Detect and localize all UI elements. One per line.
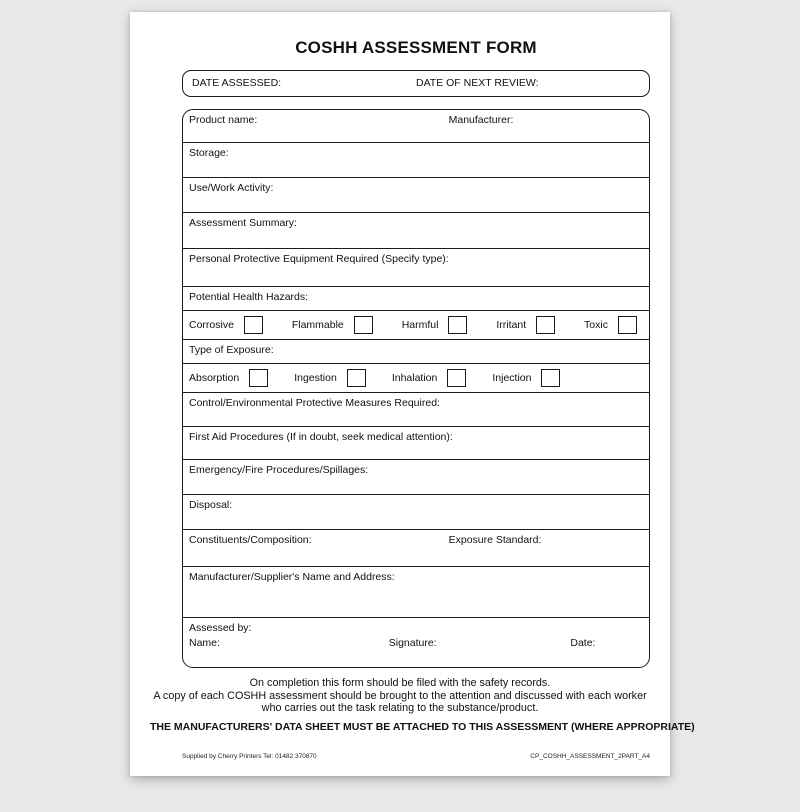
field-row-use-work-activity	[183, 178, 649, 213]
manufacturer-supplier-label: Manufacturer/Supplier's Name and Address:	[189, 571, 395, 583]
injection-label: Injection	[492, 372, 532, 384]
field-row-product-manufacturer	[183, 110, 649, 143]
control-measures-label: Control/Environmental Protective Measures Required:	[189, 397, 440, 409]
field-row-constituents	[183, 530, 649, 567]
date-of-next-review-label: DATE OF NEXT REVIEW:	[416, 77, 539, 89]
data-sheet-notice: THE MANUFACTURERS' DATA SHEET MUST BE ATTACHED TO THIS ASSESSMENT (WHERE APPROPRIATE)	[150, 720, 695, 733]
hazard-checkbox-row	[183, 311, 649, 340]
type-of-exposure-label: Type of Exposure:	[189, 344, 274, 356]
field-row-disposal	[183, 495, 649, 530]
inhalation-checkbox	[447, 369, 466, 387]
exposure-item-ingestion	[294, 369, 366, 387]
printer-credit: Supplied by Cherry Printers Tel: 01482 370870	[182, 753, 317, 760]
hazard-item-irritant	[496, 316, 555, 334]
toxic-label: Toxic	[584, 319, 608, 331]
disposal-label: Disposal:	[189, 499, 233, 511]
inhalation-label: Inhalation	[391, 372, 438, 384]
field-row-assessed-by	[183, 618, 649, 667]
field-row-ppe	[183, 249, 649, 287]
absorption-checkbox	[249, 369, 268, 387]
ingestion-label: Ingestion	[294, 372, 337, 384]
ppe-label: Personal Protective Equipment Required (Specify type):	[189, 253, 449, 265]
page-title: COSHH ASSESSMENT FORM	[295, 38, 537, 57]
assessment-summary-label: Assessment Summary:	[189, 217, 297, 229]
hazard-item-corrosive	[189, 316, 263, 334]
form-reference-code: CP_COSHH_ASSESSMENT_2PART_A4	[530, 753, 650, 760]
use-work-activity-label: Use/Work Activity:	[189, 182, 274, 194]
flammable-label: Flammable	[291, 319, 344, 331]
exposure-item-absorption	[189, 369, 268, 387]
date-header-box	[182, 70, 650, 97]
harmful-label: Harmful	[401, 319, 439, 331]
date-label: Date:	[570, 637, 596, 649]
potential-health-hazards-label: Potential Health Hazards:	[189, 291, 309, 303]
coshh-form-page	[130, 12, 695, 776]
hazard-item-harmful	[402, 316, 468, 334]
toxic-checkbox	[618, 316, 637, 334]
field-row-emergency	[183, 460, 649, 495]
absorption-label: Absorption	[189, 372, 240, 384]
irritant-checkbox	[536, 316, 555, 334]
assessment-fields-box	[182, 109, 650, 668]
field-row-manufacturer-supplier	[183, 567, 649, 618]
assessed-by-label: Assessed by:	[189, 622, 252, 634]
flammable-checkbox	[354, 316, 373, 334]
note-line-1: On completion this form should be filed with the safety records.	[249, 677, 551, 689]
hazard-item-toxic	[584, 316, 637, 334]
ingestion-checkbox	[347, 369, 366, 387]
field-row-storage	[183, 143, 649, 178]
note-line-2: A copy of each COSHH assessment should be brought to the attention and discussed with each worker	[153, 689, 647, 702]
assessed-by-signature-line	[189, 637, 643, 651]
hazard-item-flammable	[292, 316, 373, 334]
exposure-checkbox-row	[183, 364, 649, 393]
manufacturer-label: Manufacturer:	[448, 114, 514, 126]
emergency-label: Emergency/Fire Procedures/Spillages:	[189, 464, 369, 476]
note-line-3: who carries out the task relating to the substance/product.	[261, 702, 539, 714]
exposure-item-injection	[492, 369, 560, 387]
corrosive-checkbox	[244, 316, 263, 334]
field-row-type-of-exposure	[183, 340, 649, 364]
completion-notes	[150, 677, 695, 733]
constituents-label: Constituents/Composition:	[189, 534, 312, 546]
date-assessed-label: DATE ASSESSED:	[192, 77, 282, 89]
irritant-label: Irritant	[496, 319, 527, 331]
name-label: Name:	[189, 637, 220, 649]
field-row-control-measures	[183, 393, 649, 427]
field-row-potential-health-hazards	[183, 287, 649, 311]
signature-label: Signature:	[388, 637, 437, 649]
harmful-checkbox	[448, 316, 467, 334]
field-row-assessment-summary	[183, 213, 649, 249]
injection-checkbox	[541, 369, 560, 387]
corrosive-label: Corrosive	[189, 319, 234, 331]
exposure-item-inhalation	[392, 369, 467, 387]
storage-label: Storage:	[189, 147, 229, 159]
exposure-standard-label: Exposure Standard:	[448, 534, 542, 546]
product-name-label: Product name:	[189, 114, 258, 126]
first-aid-label: First Aid Procedures (If in doubt, seek medical attention):	[189, 431, 453, 443]
field-row-first-aid	[183, 427, 649, 460]
